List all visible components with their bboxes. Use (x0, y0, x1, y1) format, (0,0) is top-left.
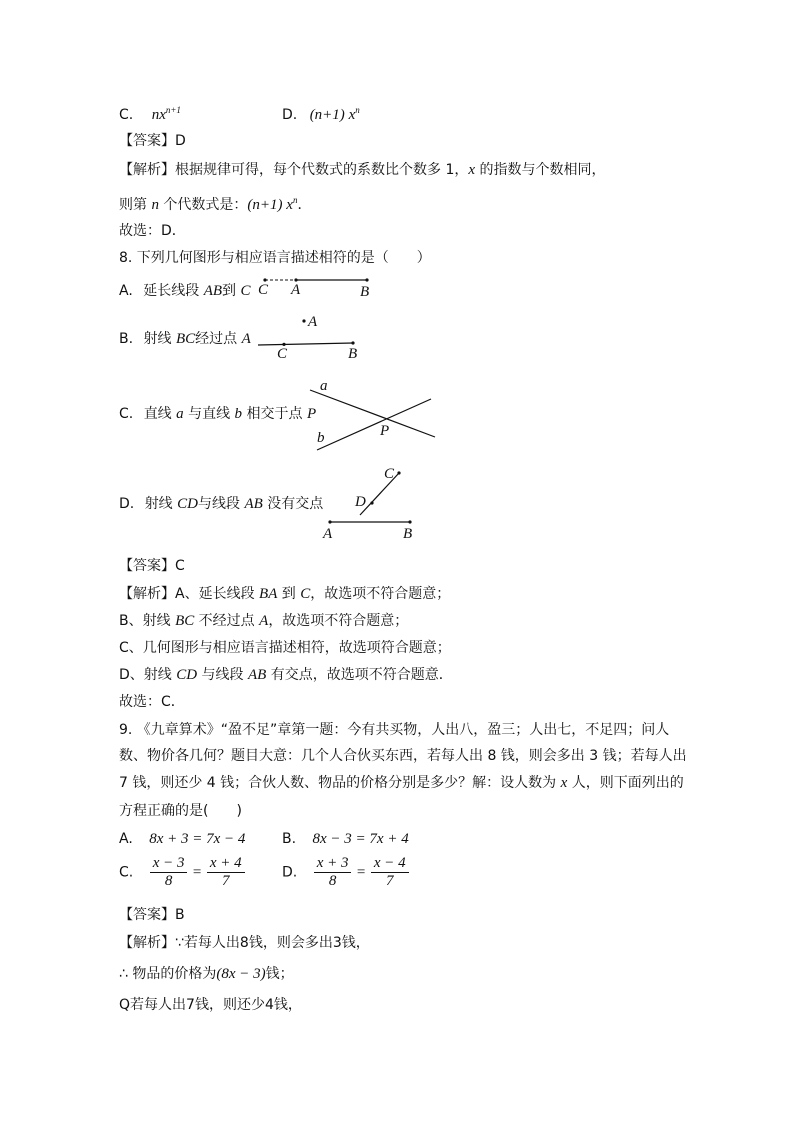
q8-option-c-text-1: 直线 (143, 406, 177, 422)
q9-option-b-expr: 8x − 3 = 7x + 4 (312, 831, 409, 847)
point-d-dot (370, 501, 373, 504)
q8-an2-text-1: B、射线 (119, 613, 176, 629)
q9-option-c-eq: = (192, 864, 202, 881)
q8-option-a-pt: C (240, 283, 251, 299)
q9-option-c-fraction-2: $\frac{x + 4}{7}$ (207, 855, 245, 890)
q9-analysis-line-1 (119, 933, 370, 953)
q7-analysis-label: 【解析】 (119, 162, 175, 178)
q9-option-a-expr: 8x + 3 = 7x − 4 (149, 831, 246, 847)
q7-analysis-text-1: 根据规律可得，每个代数式的系数比个数多 1， (175, 162, 469, 178)
q9-analysis-line-2 (119, 964, 294, 984)
q7-choose: 故选：D． (119, 223, 186, 239)
q8-an1-text-1: A、延长线段 (175, 586, 260, 602)
q8-option-a-text-2: 到 (222, 283, 241, 299)
line-a (310, 390, 435, 437)
point-b-dot (365, 278, 368, 281)
q8-option-d-label: D. (119, 496, 135, 512)
point-p-label: P (380, 423, 390, 439)
q8-choose: 故选：C． (119, 694, 185, 710)
therefore-symbol: ∴ (119, 966, 128, 982)
q9-analysis-label: 【解析】 (119, 935, 175, 951)
point-d-label: D (355, 494, 366, 510)
q9-an3-text: 若每人出7钱，则还少4钱， (130, 997, 302, 1013)
q9-option-d-label: D. (282, 864, 298, 881)
point-a-dot (302, 319, 305, 322)
because-symbol: Q (119, 997, 131, 1013)
q8-figure-b (255, 310, 385, 365)
q8-option-b-label: B. (119, 331, 134, 347)
q7-option-d-label: D. (282, 107, 298, 123)
q9-option-a (119, 829, 245, 849)
point-b-label: B (348, 346, 358, 362)
q8-an2-ray: BC (175, 613, 195, 629)
q8-an1-seg: BA (259, 586, 278, 602)
q9-option-d-eq: = (356, 864, 366, 881)
q8-option-a-text-1: 延长线段 (143, 283, 204, 299)
q8-analysis-label: 【解析】 (119, 586, 175, 602)
q7-answer: 【答案】D (119, 133, 186, 149)
q8-an2-text-3: ，故选项不符合题意； (268, 613, 409, 629)
q8-an4-text-2: 与线段 (197, 667, 248, 683)
q7-option-c-expression: $nx^{n+1}$ (151, 105, 181, 123)
q9-stem-line-2: 数、物价各几何？题目大意：几个人合伙买东西，若每人出 8 钱，则会多出 3 钱；若每人出 (119, 748, 687, 764)
q9-option-a-label: A. (119, 831, 133, 847)
q8-option-d-text-3: 没有交点 (262, 496, 324, 512)
point-c-label: C (384, 466, 395, 482)
line-b-label: b (317, 430, 325, 446)
point-b-dot (408, 520, 411, 523)
q8-stem: 8. 下列几何图形与相应语言描述相符的是（ ） (119, 250, 431, 266)
q8-option-b-text-1: 射线 (143, 331, 176, 347)
q8-option-b-text-2: 经过点 (195, 331, 242, 347)
q8-figure-d (315, 458, 425, 543)
point-c-dot (397, 471, 400, 474)
q9-stem-3-var: x (560, 775, 568, 791)
q8-an1-text-2: 到 (277, 586, 301, 602)
q8-option-a (119, 281, 250, 301)
q9-option-d-fraction-1: $\frac{x + 3}{8}$ (314, 855, 352, 890)
q8-an1-pt: C (300, 586, 311, 602)
q9-an2-text: 物品的价格为 (127, 966, 217, 982)
q9-option-c-label: C. (119, 864, 134, 881)
q7-analysis-text-2: 的指数与个数相同， (475, 162, 606, 178)
q8-figure-a (250, 270, 390, 300)
point-b-label: B (403, 526, 413, 542)
q9-an1-text: ∵若每人出8钱，则会多出3钱， (175, 935, 370, 951)
q8-option-d (119, 494, 323, 514)
q8-an2-text-2: 不经过点 (194, 613, 260, 629)
q8-option-c-text-2: 与直线 (183, 406, 235, 422)
q7-line2-var-n: n (151, 197, 159, 213)
q8-an4-seg: AB (247, 667, 267, 683)
q7-option-d (282, 100, 360, 125)
q9-option-b-label: B. (282, 831, 297, 847)
q7-line2-prefix: 则第 (119, 197, 152, 213)
q9-option-d (282, 855, 410, 890)
q8-option-a-seg: AB (203, 283, 223, 299)
q8-option-c-label: C. (119, 406, 134, 422)
q8-option-c-text-3: 相交于点 (242, 406, 307, 422)
q8-option-c (119, 404, 316, 424)
q8-option-b-ray: BC (175, 331, 196, 347)
q8-option-a-label: A. (119, 283, 133, 299)
q8-an4-ray: CD (176, 667, 198, 683)
q7-option-c (119, 100, 181, 125)
q7-line2-end: ． (297, 197, 312, 213)
q8-an1-text-3: ，故选项不符合题意； (310, 586, 451, 602)
q8-an4-text-3: 有交点，故选项不符合题意． (266, 667, 453, 683)
q9-option-c-fraction-1: $\frac{x - 3}{8}$ (150, 855, 188, 890)
q9-option-c (119, 855, 246, 890)
point-c-label: C (258, 282, 269, 298)
q9-an2-end: 钱； (265, 966, 294, 982)
q8-analysis-line-1 (119, 584, 450, 604)
point-b-label: B (360, 284, 370, 300)
point-c-label: C (277, 346, 288, 362)
q9-stem-line-4: 方程正确的是( ) (119, 803, 242, 819)
line-b (317, 399, 431, 450)
q8-analysis-line-2 (119, 611, 408, 631)
q8-option-b (119, 329, 251, 349)
q9-an2-expr: (8x − 3) (216, 966, 266, 982)
q9-option-d-fraction-2: $\frac{x - 4}{7}$ (371, 855, 409, 890)
q8-option-d-text-2: 与线段 (197, 496, 245, 512)
q7-option-d-expression: (n+1) $x^n$ (309, 105, 360, 123)
q9-stem-3-text: 7 钱，则还少 4 钱；合伙人数、物品的价格分别是多少？解：设人数为 (119, 775, 561, 791)
point-b-dot (351, 341, 354, 344)
q9-analysis-line-3 (119, 995, 302, 1015)
q8-option-d-seg: AB (244, 496, 263, 512)
q7-line2-mid: 个代数式是： (158, 197, 248, 213)
q8-an4-text-1: D、射线 (119, 667, 177, 683)
q8-option-d-text-1: 射线 (144, 496, 178, 512)
q9-option-b (282, 829, 409, 849)
q9-stem-line-3 (119, 773, 684, 793)
q7-analysis-line-2 (119, 190, 311, 215)
q8-option-c-a: a (176, 406, 184, 422)
q7-analysis-var-x: x (468, 162, 476, 178)
point-a-label: A (323, 526, 333, 542)
line-a-label: a (320, 378, 328, 394)
q8-analysis-line-4 (119, 665, 453, 685)
point-a-label: A (308, 314, 318, 330)
q7-analysis (119, 160, 605, 180)
point-a-dot (328, 520, 331, 523)
ray-bc-line (258, 343, 353, 345)
q8-option-b-pt: A (241, 331, 251, 347)
q8-option-c-p: P (306, 406, 317, 422)
q7-line2-expression: (n+1) $x^n$ (247, 195, 298, 213)
q9-stem-3-end: 人，则下面列出的 (567, 775, 684, 791)
q8-option-d-ray: CD (177, 496, 198, 512)
q9-stem-line-1: 9. 《九章算术》“盈不足”章第一题：今有共买物，人出八，盈三；人出七，不足四；问人 (119, 722, 670, 738)
q7-option-c-label: C. (119, 107, 134, 123)
q8-option-c-b: b (234, 406, 243, 422)
q9-answer: 【答案】B (119, 907, 185, 923)
q8-an2-pt: A (259, 613, 269, 629)
q8-analysis-line-3: C、几何图形与相应语言描述相符，故选项符合题意； (119, 640, 451, 656)
q8-answer: 【答案】C (119, 558, 185, 574)
point-a-label: A (291, 282, 301, 298)
q8-figure-c (305, 375, 445, 455)
